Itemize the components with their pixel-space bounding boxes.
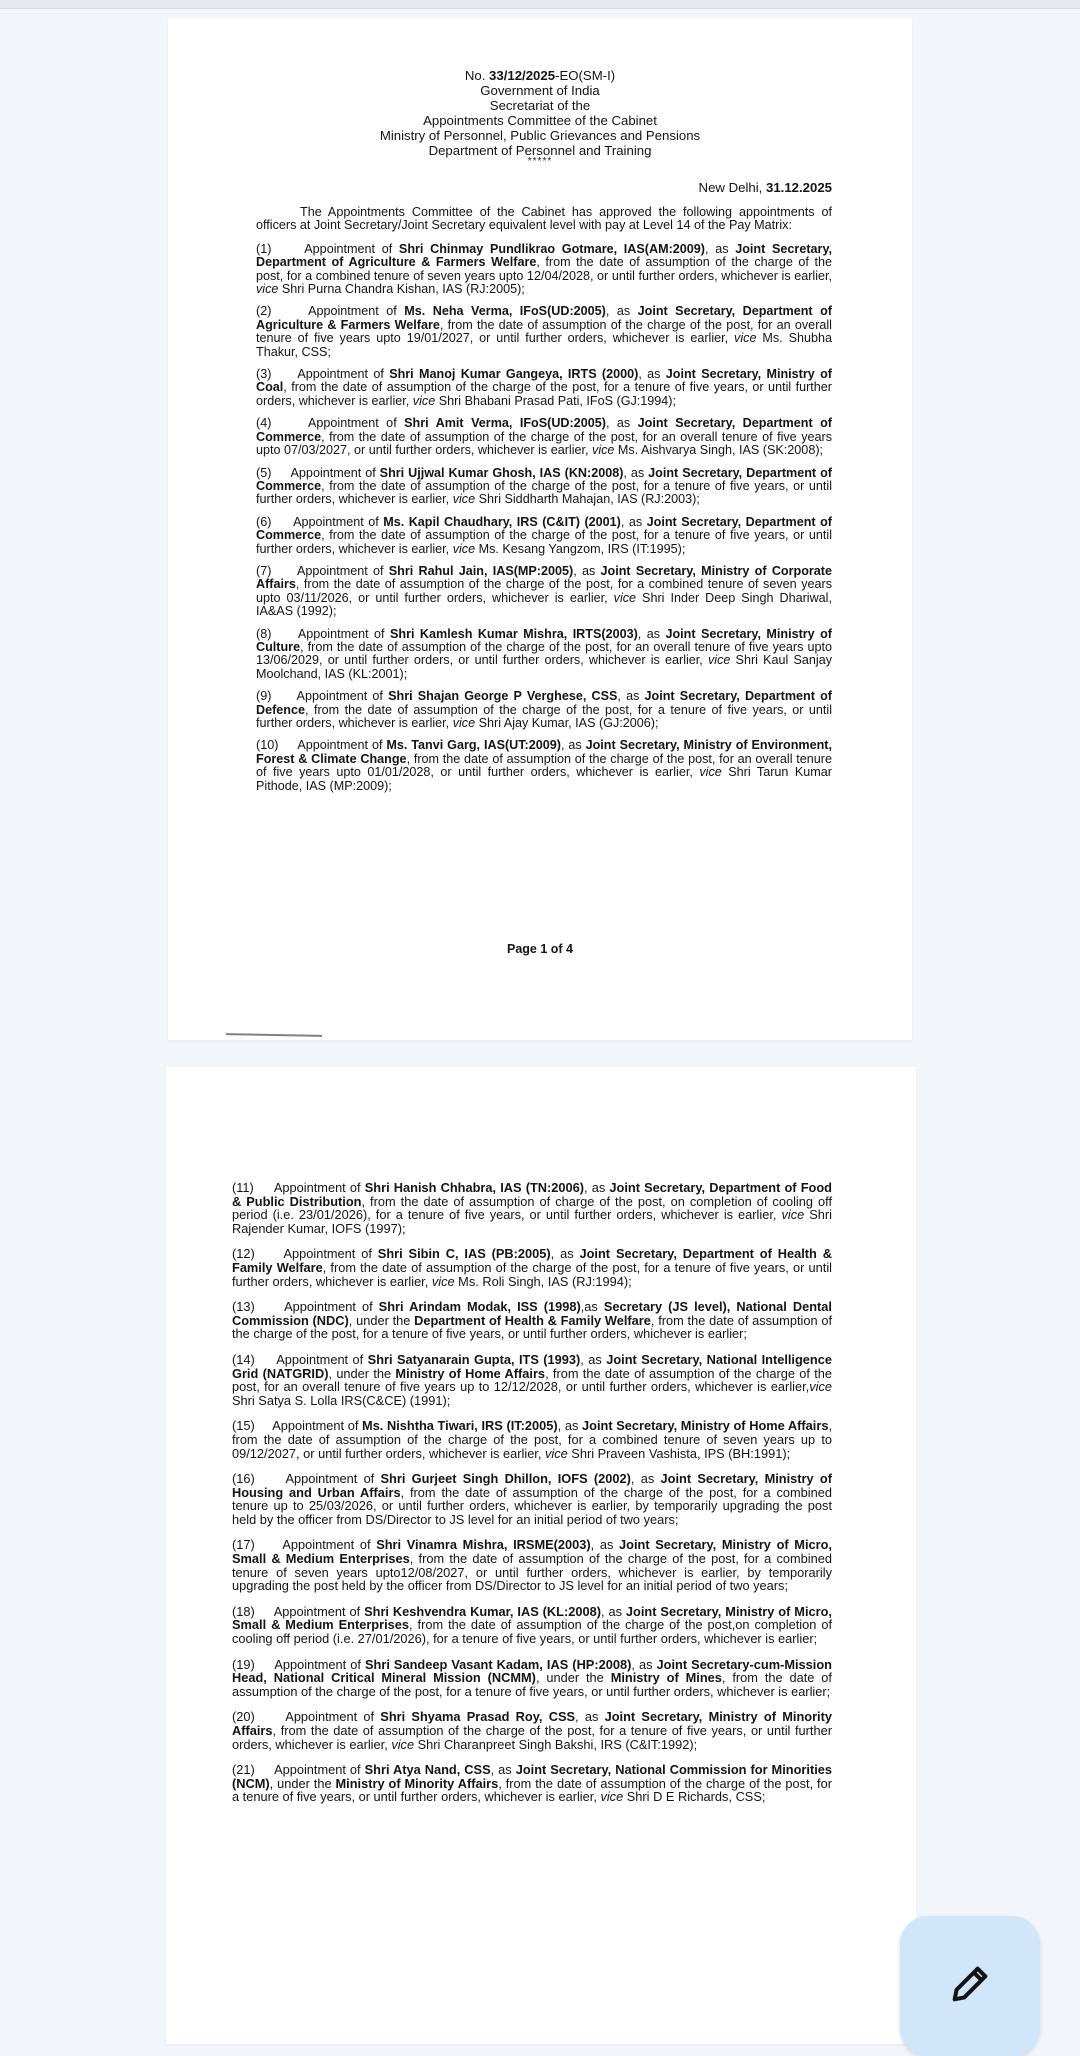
item-text: , from the date of assumption of the charge of the post, for an overall tenure of five years upto 19/01/2027, or until further orders, whichever is earlier, xyxy=(256,317,832,346)
item-text: Appointment of xyxy=(290,465,380,480)
vice-word: vice xyxy=(734,331,757,346)
post-title: Joint Secretary, Ministry of Home Affairs xyxy=(582,1418,829,1434)
item-number: (21) xyxy=(232,1762,255,1778)
item-number: (8) xyxy=(256,626,272,641)
item-text: , as xyxy=(557,1418,583,1434)
post-title: Joint Secretary, Department of Commerce xyxy=(256,416,832,444)
item-text: , as xyxy=(590,1537,620,1553)
appointment-paragraph xyxy=(256,739,832,793)
post-title: Joint Secretary, Department of Defence xyxy=(256,689,832,717)
post-title: Joint Secretary, Ministry of Corporate Affairs xyxy=(256,563,832,592)
predecessor-name: Shri Kaul Sanjay Moolchand, IAS (KL:2001); xyxy=(256,653,832,681)
item-number: (19) xyxy=(232,1656,255,1672)
item-text: , from the date of assumption of the charge of the post, for a tenure of five years, or until further orders, whichever is earlier, xyxy=(256,380,832,408)
item-text: , from the date of assumption of the charge of the post, for a tenure of five years, or until further orders, whichever is earlier, xyxy=(256,702,832,730)
item-text: , from the date of assumption of the charge of the post, for a tenure of five years, or until further orders, whichever is earlier, xyxy=(256,528,832,556)
post-title: Joint Secretary, Ministry of Micro, Small & Medium Enterprises xyxy=(232,1537,832,1567)
predecessor-name: Shri D E Richards, CSS; xyxy=(623,1789,766,1805)
predecessor-name: Shri Ajay Kumar, IAS (GJ:2006); xyxy=(475,716,659,730)
department-name: Ministry of Minority Affairs xyxy=(335,1775,499,1791)
intro-paragraph: The Appointments Committee of the Cabinet has approved the following appointments of officers at Joint Secretary/Joint Secretary equivalent level with pay at Level 14 of the Pay Matrix: xyxy=(256,205,832,233)
officer-name: Shri Amit Verma, IFoS(UD:2005) xyxy=(404,416,606,431)
item-number: (20) xyxy=(232,1709,255,1725)
scan-mark xyxy=(226,1033,322,1037)
file-number xyxy=(168,68,912,83)
item-text: Appointment of xyxy=(297,626,390,641)
appointment-paragraph xyxy=(256,243,832,297)
post-title: Joint Secretary, Department of Commerce xyxy=(256,514,832,543)
officer-name: Ms. Kapil Chaudhary, IRS (C&IT) (2001) xyxy=(383,514,621,529)
item-text: Appointment of xyxy=(304,241,399,256)
item-text: , from the date of assumption of the charge of the post, for a tenure of five years, or until further orders, whichever is earlier, xyxy=(232,1723,832,1752)
item-text: Appointment of xyxy=(273,1180,365,1195)
item-number: (16) xyxy=(232,1471,255,1487)
predecessor-name: Ms. Shubha Thakur, CSS; xyxy=(256,331,832,359)
item-number: (18) xyxy=(232,1603,255,1619)
item-number: (12) xyxy=(232,1246,255,1262)
item-text: Appointment of xyxy=(297,367,390,382)
item-number: (17) xyxy=(232,1537,255,1553)
predecessor-name: Ms. Aishvarya Singh, IAS (SK:2008); xyxy=(614,443,824,458)
item-text: , as xyxy=(490,1762,516,1778)
officer-name: Shri Shyama Prasad Roy, CSS xyxy=(380,1709,576,1725)
officer-name: Ms. Tanvi Garg, IAS(UT:2009) xyxy=(386,738,561,753)
item-text: , from the date of assumption of charge of the post, on completion of cooling off period (i.e. 23/01/2026), for a tenure of five years, or until further orders, whichever is earlier, xyxy=(232,1193,832,1223)
item-text: , as xyxy=(605,416,638,431)
header-line: Ministry of Personnel, Public Grievances and Pensions xyxy=(379,128,701,143)
header-line: Appointments Committee of the Cabinet xyxy=(423,113,657,128)
predecessor-name: Shri Praveen Vashista, IPS (BH:1991); xyxy=(567,1445,791,1461)
officer-name: Shri Hanish Chhabra, IAS (TN:2006) xyxy=(364,1180,585,1195)
item-number: (6) xyxy=(256,514,272,529)
predecessor-name: Shri Satya S. Lolla IRS(C&CE) (1991); xyxy=(232,1392,451,1408)
predecessor-name: Shri Siddharth Mahajan, IAS (RJ:2003); xyxy=(475,492,700,507)
item-text: , as xyxy=(620,514,647,529)
item-text: , as xyxy=(560,738,586,753)
item-text: Appointment of xyxy=(293,514,384,529)
appointment-paragraph xyxy=(232,1472,832,1526)
pencil-icon xyxy=(947,1961,993,2012)
vice-word: vice xyxy=(613,590,637,605)
item-text: , as xyxy=(600,1603,626,1619)
item-text: , as xyxy=(605,304,638,319)
item-text: Appointment of xyxy=(274,1762,365,1778)
vice-word: vice xyxy=(412,393,436,408)
officer-name: Shri Chinmay Pundlikrao Gotmare, IAS(AM:2009) xyxy=(398,241,705,256)
vice-word: vice xyxy=(707,653,731,668)
item-text: Appointment of xyxy=(308,304,405,319)
appointment-paragraph xyxy=(232,1605,832,1646)
item-number: (15) xyxy=(232,1418,255,1434)
predecessor-name: Shri Inder Deep Singh Dhariwal, IA&AS (1992); xyxy=(256,590,832,619)
item-text: Appointment of xyxy=(282,1537,377,1553)
item-number: (11) xyxy=(232,1180,254,1195)
post-title: Joint Secretary, Department of Agriculture & Farmers Welfare xyxy=(256,304,832,332)
post-title: Secretary (JS level), National Dental Commission (NDC) xyxy=(232,1299,832,1328)
item-text: , from the date of assumption of the charge of the post, for a combined tenure of seven years upto12/08/2027, or until further orders, whichever is earlier, by temporarily upgrading the post held by the officer from DS/Director to JS level for an initial period of two years; xyxy=(232,1551,832,1594)
appointment-paragraph xyxy=(256,467,832,507)
appointment-paragraph xyxy=(232,1247,832,1288)
item-text: , as xyxy=(631,1656,657,1672)
vice-word: vice xyxy=(592,443,615,458)
predecessor-name: Shri Charanpreet Singh Bakshi, IRS (C&IT:1992); xyxy=(414,1736,698,1752)
item-text: , under the xyxy=(348,1312,415,1328)
vice-word: vice xyxy=(809,1379,832,1395)
appointment-paragraph xyxy=(232,1538,832,1592)
post-title: Joint Secretary, National Intelligence Grid (NATGRID) xyxy=(232,1351,832,1381)
item-text: Appointment of xyxy=(296,689,389,704)
predecessor-name: Shri Bhabani Prasad Pati, IFoS (GJ:1994); xyxy=(435,393,677,408)
vice-word: vice xyxy=(256,282,279,297)
item-number: (3) xyxy=(256,367,272,382)
item-text: , as xyxy=(550,1246,580,1262)
vice-word: vice xyxy=(544,1445,568,1461)
item-text: , as xyxy=(623,465,649,480)
item-text: , from the date of assumption of the charge of the post, for an overall tenure of five years upto 01/01/2028, or until further orders, whichever is earlier, xyxy=(256,751,832,780)
officer-name: Ms. Neha Verma, IFoS(UD:2005) xyxy=(404,304,606,319)
item-text: ,as xyxy=(580,1299,604,1315)
file-number-main: 33/12/2025 xyxy=(489,68,556,83)
predecessor-name: Ms. Kesang Yangzom, IRS (IT:1995); xyxy=(475,541,686,556)
vice-word: vice xyxy=(781,1207,805,1223)
item-text: Appointment of xyxy=(308,416,405,431)
item-text: , as xyxy=(617,689,645,704)
item-text: , from the date of assumption of the charge of the post, for a combined tenure of seven years upto 03/11/2026, or until further orders, whichever is earlier, xyxy=(256,577,832,605)
officer-name: Shri Kamlesh Kumar Mishra, IRTS(2003) xyxy=(389,626,638,641)
item-text: , from the date of assumption of the charge of the post, for a tenure of five years, or until further orders, whichever is earlier; xyxy=(232,1670,832,1699)
date: 31.12.2025 xyxy=(765,180,832,195)
item-text: Appointment of xyxy=(297,738,387,753)
item-text: , from the date of assumption of the charge of the post, for a combined tenure of seven years up to 09/12/2027, or until further orders, whichever is earlier, xyxy=(232,1418,833,1461)
officer-name: Shri Arindam Modak, ISS (1998) xyxy=(378,1299,581,1315)
officer-name: Shri Rahul Jain, IAS(MP:2005) xyxy=(388,563,574,578)
item-text: , from the date of assumption of the charge of the post, for a tenure of five years, or until further orders, whichever is earlier, xyxy=(256,478,832,507)
item-text: Appointment of xyxy=(284,1299,379,1315)
place: New Delhi, xyxy=(698,180,766,195)
post-title: Joint Secretary, Ministry of Housing and Urban Affairs xyxy=(232,1471,832,1500)
item-text: , from the date of assumption of the charge of the post, for an overall tenure of five years upto 07/03/2027, or until further orders, whichever is earlier, xyxy=(256,429,832,458)
predecessor-name: Shri Tarun Kumar Pithode, IAS (MP:2009); xyxy=(256,765,832,793)
vice-word: vice xyxy=(391,1736,415,1752)
item-text: , as xyxy=(630,1471,661,1487)
item-number: (5) xyxy=(256,465,272,480)
appointment-paragraph xyxy=(232,1710,832,1751)
post-title: Joint Secretary-cum-Mission Head, National Critical Mineral Mission (NCMM) xyxy=(232,1656,832,1686)
item-number: (13) xyxy=(232,1299,255,1315)
appointment-paragraph xyxy=(232,1658,832,1699)
department-name: Department of Health & Family Welfare xyxy=(414,1312,651,1328)
item-number: (2) xyxy=(256,304,272,319)
post-title: Joint Secretary, Ministry of Micro, Small & Medium Enterprises xyxy=(232,1603,832,1633)
item-text: , as xyxy=(637,626,666,641)
department-name: Ministry of Mines xyxy=(610,1670,722,1686)
item-text: Appointment of xyxy=(276,1351,368,1367)
item-text: , from the date of assumption of the charge of the post, for a combined tenure of seven years upto 12/04/2028, or until further orders, whichever is earlier, xyxy=(256,255,832,283)
item-text: , from the date of assumption of the charge of the post, for a combined tenure up to 25/03/2026, or until further orders, whichever is earlier, by temporarily upgrading the post held by the officer from DS/Director to JS level for an initial period of two years; xyxy=(232,1484,832,1527)
item-text: , from the date of assumption of the charge of the post,on completion of cooling off period (i.e. 27/01/2026), for a tenure of five years, or until further orders, whichever is earlier; xyxy=(232,1617,832,1647)
item-number: (1) xyxy=(256,241,272,256)
appointment-paragraph xyxy=(232,1300,832,1341)
post-title: Joint Secretary, Ministry of Environment, Forest & Climate Change xyxy=(256,738,832,766)
officer-name: Shri Atya Nand, CSS xyxy=(364,1762,491,1778)
officer-name: Shri Keshvendra Kumar, IAS (KL:2008) xyxy=(364,1603,601,1619)
officer-name: Shri Gurjeet Singh Dhillon, IOFS (2002) xyxy=(380,1471,631,1487)
item-number: (9) xyxy=(256,689,272,704)
header-line: Department of Personnel and Training xyxy=(428,143,652,158)
post-title: Joint Secretary, Department of Food & Public Distribution xyxy=(232,1180,832,1209)
item-text: Appointment of xyxy=(272,1418,363,1434)
officer-name: Shri Satyanarain Gupta, ITS (1993) xyxy=(367,1351,581,1367)
file-number-prefix: No. xyxy=(464,68,490,83)
appointment-paragraph xyxy=(256,417,832,457)
post-title: Joint Secretary, Ministry of Minority Affairs xyxy=(232,1709,832,1738)
appointment-paragraph xyxy=(256,516,832,556)
item-text: , as xyxy=(584,1180,610,1195)
item-text: , from the date of assumption of the charge of the post, for a tenure of five years, or until further orders, whichever is earlier, xyxy=(232,1259,833,1289)
page-number: Page 1 of 4 xyxy=(507,942,573,956)
appointment-paragraph xyxy=(256,628,832,682)
item-number: (4) xyxy=(256,416,272,431)
item-text: , as xyxy=(705,241,736,256)
vice-word: vice xyxy=(699,765,722,780)
appointment-paragraph xyxy=(232,1763,832,1804)
officer-name: Shri Sandeep Vasant Kadam, IAS (HP:2008) xyxy=(364,1656,632,1672)
item-text: , under the xyxy=(535,1670,611,1686)
vice-word: vice xyxy=(600,1789,624,1805)
item-text: Appointment of xyxy=(283,1246,378,1262)
appointment-paragraph xyxy=(232,1181,832,1235)
item-text: , from the date of assumption of the charge of the post, for a tenure of five years, or until further orders, whichever is earlier, xyxy=(232,1775,832,1805)
appointment-paragraph xyxy=(232,1353,832,1407)
vice-word: vice xyxy=(452,716,476,730)
officer-name: Shri Sibin C, IAS (PB:2005) xyxy=(377,1246,551,1262)
post-title: Joint Secretary, Ministry of Culture xyxy=(256,626,832,654)
appointment-paragraph xyxy=(256,565,832,619)
vice-word: vice xyxy=(452,541,476,556)
post-title: Joint Secretary, Department of Commerce xyxy=(256,465,832,493)
item-number: (10) xyxy=(256,738,279,753)
predecessor-name: Ms. Roli Singh, IAS (RJ:1994); xyxy=(454,1273,632,1289)
officer-name: Shri Manoj Kumar Gangeya, IRTS (2000) xyxy=(389,367,639,382)
predecessor-name: Shri Rajender Kumar, IOFS (1997); xyxy=(232,1207,833,1236)
predecessor-name: Shri Purna Chandra Kishan, IAS (RJ:2005); xyxy=(278,282,525,297)
item-text: Appointment of xyxy=(285,1471,381,1487)
appointment-list-page-2 xyxy=(232,1181,832,1804)
officer-name: Shri Shajan George P Verghese, CSS xyxy=(388,689,618,704)
post-title: Joint Secretary, Department of Agriculture & Farmers Welfare xyxy=(256,241,833,270)
item-text: , from the date of assumption of the charge of the post, for an overall tenure of five years up to 12/12/2028, or until further orders, whichever is earlier, xyxy=(232,1365,832,1395)
item-text: , under the xyxy=(269,1775,336,1791)
appointment-paragraph xyxy=(256,368,832,408)
vice-word: vice xyxy=(452,492,476,507)
item-number: (7) xyxy=(256,563,272,578)
department-name: Ministry of Home Affairs xyxy=(395,1365,546,1381)
document-page-2 xyxy=(166,1067,916,2044)
officer-name: Shri Vinamra Mishra, IRSME(2003) xyxy=(376,1537,591,1553)
item-text: Appointment of xyxy=(285,1709,381,1725)
item-text: , under the xyxy=(328,1365,396,1381)
date-line xyxy=(699,180,832,195)
officer-name: Shri Ujjwal Kumar Ghosh, IAS (KN:2008) xyxy=(379,465,624,480)
post-title: Joint Secretary, National Commission for Minorities (NCM) xyxy=(232,1762,832,1791)
officer-name: Ms. Nishtha Tiwari, IRS (IT:2005) xyxy=(362,1418,558,1434)
letter-header xyxy=(168,68,912,166)
item-text: , as xyxy=(580,1351,607,1367)
page-2-body xyxy=(232,1181,832,1816)
header-line: Secretariat of the xyxy=(489,98,591,113)
document-page-1 xyxy=(168,18,912,1040)
item-text: , as xyxy=(575,1709,605,1725)
page-1-body xyxy=(256,206,832,802)
item-text: , as xyxy=(638,367,666,382)
item-text: Appointment of xyxy=(273,1603,365,1619)
appointment-paragraph xyxy=(232,1419,832,1460)
item-text: , from the date of assumption of the charge of the post, for a tenure of five years, or until further orders, whichever is earlier; xyxy=(232,1312,832,1342)
item-text: , as xyxy=(573,563,601,578)
appointment-paragraph xyxy=(256,305,832,359)
file-number-suffix: -EO(SM-I) xyxy=(555,68,616,83)
item-text: Appointment of xyxy=(274,1656,365,1672)
post-title: Joint Secretary, Ministry of Coal xyxy=(256,367,832,395)
appointment-list-page-1 xyxy=(256,243,832,793)
item-text: , from the date of assumption of the charge of the post, for an overall tenure of five years upto 13/06/2029, or until further orders, or until further orders, whichever is earlier, xyxy=(256,639,832,668)
viewer-top-bar xyxy=(0,0,1080,9)
appointment-paragraph xyxy=(256,690,832,730)
header-line: Government of India xyxy=(480,83,600,98)
item-number: (14) xyxy=(232,1351,255,1367)
header-stars: ***** xyxy=(527,156,553,167)
item-text: Appointment of xyxy=(297,563,389,578)
edit-button[interactable] xyxy=(900,1916,1040,2056)
vice-word: vice xyxy=(431,1273,455,1289)
post-title: Joint Secretary, Department of Health & Family Welfare xyxy=(232,1246,832,1275)
